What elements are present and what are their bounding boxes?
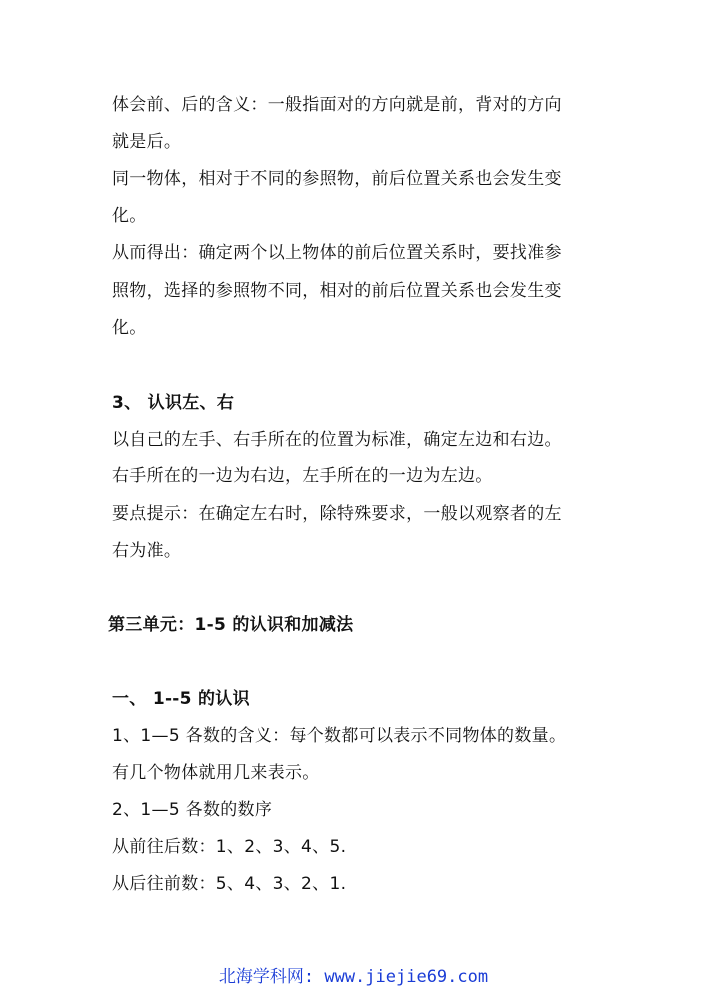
paragraph-line: 1、1—5 各数的含义：每个数都可以表示不同物体的数量。 [112, 726, 567, 746]
paragraph-line: 右为准。 [112, 541, 182, 561]
paragraph-line: 有几个物体就用几来表示。 [112, 763, 320, 783]
paragraph-line: 从而得出：确定两个以上物体的前后位置关系时，要找准参 [112, 243, 562, 263]
paragraph-line: 2、1—5 各数的数序 [112, 800, 273, 820]
paragraph-line: 以自己的左手、右手所在的位置为标准，确定左边和右边。 [112, 430, 562, 450]
paragraph-line: 要点提示：在确定左右时，除特殊要求，一般以观察者的左 [112, 504, 562, 524]
paragraph-line: 化。 [112, 318, 147, 338]
paragraph-line: 从后往前数：5、4、3、2、1. [112, 874, 347, 894]
paragraph-line: 从前往后数：1、2、3、4、5. [112, 837, 347, 857]
paragraph-line: 体会前、后的含义：一般指面对的方向就是前，背对的方向 [112, 95, 562, 115]
paragraph-line: 就是后。 [112, 132, 182, 152]
subsection-heading: 一、 1--5 的认识 [112, 689, 250, 709]
paragraph-line: 同一物体，相对于不同的参照物，前后位置关系也会发生变 [112, 169, 562, 189]
paragraph-line: 化。 [112, 206, 147, 226]
section-heading: 3、 认识左、右 [112, 393, 235, 413]
footer-website: 北海学科网: www.jiejie69.com [218, 967, 489, 987]
unit-title: 第三单元：1-5 的认识和加减法 [108, 615, 354, 635]
paragraph-line: 右手所在的一边为右边，左手所在的一边为左边。 [112, 466, 493, 486]
paragraph-line: 照物，选择的参照物不同，相对的前后位置关系也会发生变 [112, 281, 562, 301]
